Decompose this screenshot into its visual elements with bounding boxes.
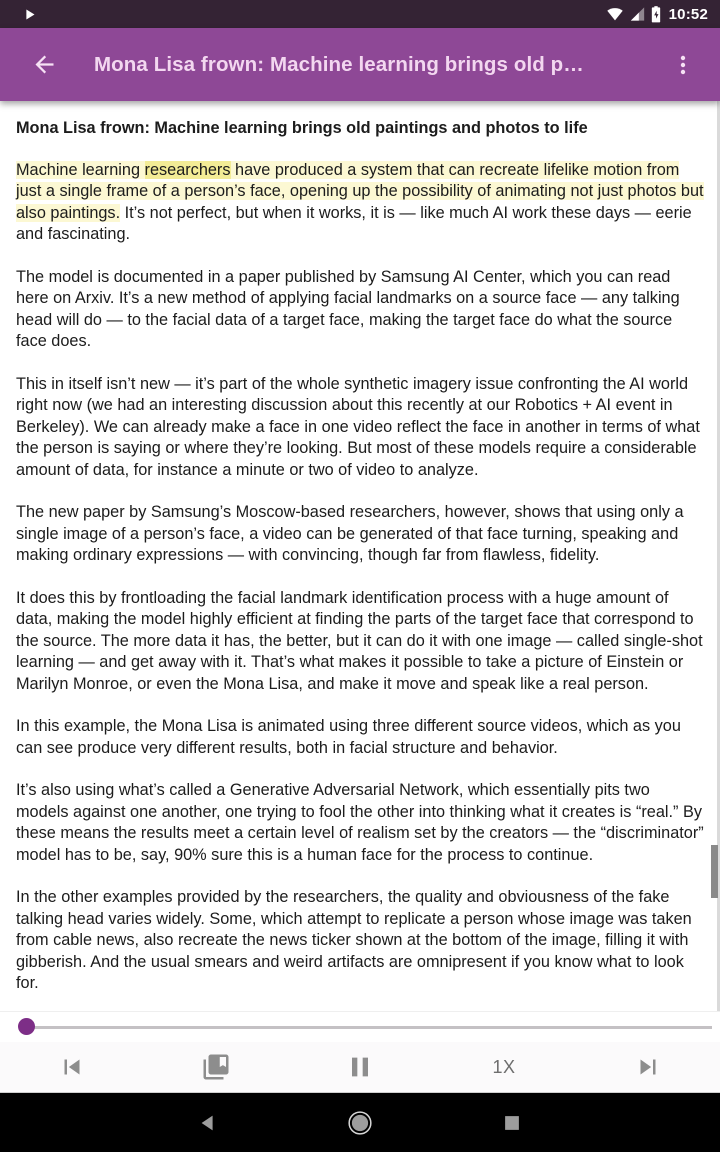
nav-home-button[interactable] <box>347 1110 373 1136</box>
paragraph[interactable]: The new paper by Samsung’s Moscow-based researchers, however, shows that using only a single image of a person’s face, a video can be generated of that face turning, speaking and making ordinary expressions — with convincing, though far from flawless, fidelity. <box>16 503 684 564</box>
paragraph[interactable]: The model is documented in a paper published by Samsung AI Center, which you can read here on Arxiv. It’s a new method of applying facial landmarks on a source face — any talking head will do — to the facial data of a target face, making the target face do what the source face does. <box>16 267 680 350</box>
page-title: Mona Lisa frown: Machine learning brings old p… <box>94 52 584 76</box>
highlight-current-word: researchers <box>144 160 231 179</box>
overflow-menu-button[interactable] <box>670 52 696 78</box>
paragraph[interactable]: In the other examples provided by the researchers, the quality and obviousness of the fake talking head varies widely. Some, which attempt to replicate a person whose image was taken from cable news, also recreate the news ticker shown at the bottom of the image, filling it with gibberish. And the usual smears and weird artifacts are omnipresent if you know what to look for. <box>16 888 692 992</box>
media-playing-icon <box>22 7 37 22</box>
status-bar <box>0 0 720 28</box>
highlight-sentence-post: have produced a system that can recreate lifelike motion from just a single frame of a person’s face, opening up the possibility of animating not just photos but also paintings. <box>16 160 704 222</box>
paragraph[interactable]: This in itself isn’t new — it’s part of the whole synthetic imagery issue confronting the AI world right now (we had an interesting discussion about this recently at our Robotics + AI event in Berkeley). We can already make a face in one video reflect the face in another in terms of what the person is saying or where they’re looking. But most of these models require a considerable amount of data, for instance a minute or two of video to analyze. <box>16 374 700 479</box>
paragraph-remainder: It’s not perfect, but when it works, it is — like much AI work these days — eerie and fascinating. <box>16 203 692 243</box>
skip-previous-icon <box>57 1052 87 1082</box>
pause-button[interactable] <box>288 1042 432 1092</box>
cellular-signal-icon <box>629 6 646 22</box>
skip-next-icon <box>633 1052 663 1082</box>
paragraph[interactable]: In this example, the Mona Lisa is animated using three different source videos, which as you can see produce very different results, both in facial structure and behavior. <box>16 717 681 757</box>
nav-recents-button[interactable] <box>499 1110 525 1136</box>
article-view <box>0 101 720 1011</box>
seek-thumb[interactable] <box>18 1018 35 1035</box>
article-heading[interactable]: Mona Lisa frown: Machine learning brings old paintings and photos to life <box>16 119 588 137</box>
nav-back-button[interactable] <box>195 1110 221 1136</box>
nav-home-icon <box>347 1110 373 1136</box>
nav-back-icon <box>197 1112 219 1134</box>
scrollbar-thumb[interactable] <box>711 845 718 898</box>
skip-previous-button[interactable] <box>0 1042 144 1092</box>
wifi-icon <box>606 6 624 22</box>
pause-icon <box>344 1051 376 1083</box>
skip-next-button[interactable] <box>576 1042 720 1092</box>
seek-track[interactable] <box>26 1026 712 1029</box>
highlight-sentence-pre: Machine learning <box>16 160 145 179</box>
app-bar <box>0 28 720 101</box>
bookmarks-button[interactable] <box>144 1042 288 1092</box>
collections-bookmark-icon <box>201 1052 231 1082</box>
player-controls <box>0 1042 720 1093</box>
speed-label: 1X <box>492 1056 516 1077</box>
paragraph[interactable]: It does this by frontloading the facial landmark identification process with a huge amount of data, making the model highly efficient at finding the parts of the target face that correspond to the source. The more data it has, the better, but it can do it with one image — called single-shot learning — and get away with it. That’s what makes it possible to take a picture of Einstein or Marilyn Monroe, or even the Mona Lisa, and make it move and speak like a real person. <box>16 588 703 693</box>
android-navigation-bar <box>0 1093 720 1152</box>
nav-recents-icon <box>501 1112 523 1134</box>
paragraph[interactable]: It’s also using what’s called a Generative Adversarial Network, which essentially pits two models against one another, one trying to fool the other into thinking what it creates is “real.” By these means the results meet a certain level of realism set by the creators — the “discriminator” model has to be, say, 90% sure this is a human face for the process to continue. <box>16 781 704 864</box>
speed-button[interactable] <box>432 1042 576 1092</box>
back-button[interactable] <box>30 51 58 79</box>
battery-charging-icon <box>651 6 661 23</box>
paragraph-highlighted[interactable] <box>16 160 704 246</box>
arrow-back-icon <box>31 51 58 78</box>
status-clock: 10:52 <box>668 5 708 23</box>
overflow-menu-icon <box>671 53 695 77</box>
playback-seek-bar <box>0 1011 720 1042</box>
